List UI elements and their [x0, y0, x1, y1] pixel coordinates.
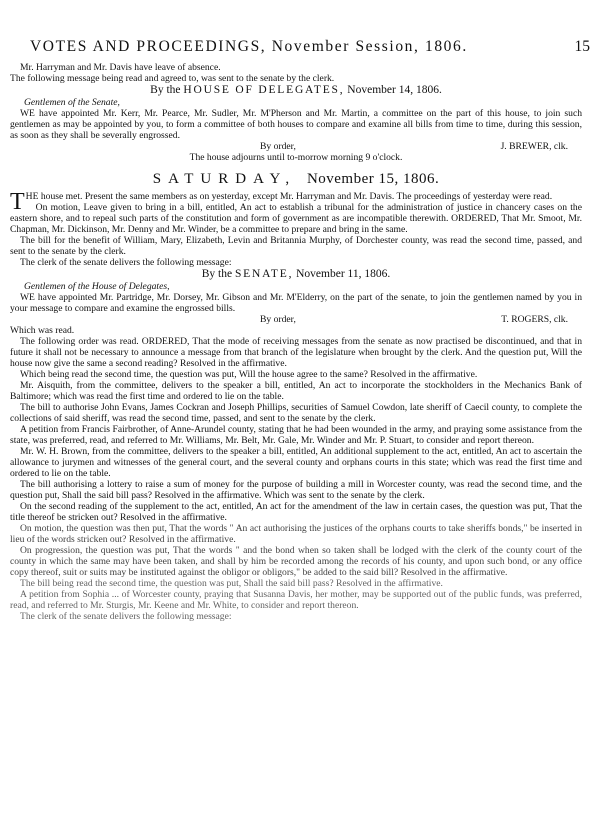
- house-met-text: HE house met. Present the same members as on yesterday, except Mr. Harryman and Mr. Davis. The proceedings of yesterday were read.: [25, 191, 553, 202]
- by-order-label-2: By order,: [260, 314, 296, 325]
- salutation-senate: Gentlemen of the Senate,: [24, 97, 120, 108]
- paragraph-bill-pass: The bill being read the second time, the question was put, Shall the said bill pass? Resolved in the affirmative.: [20, 578, 443, 589]
- page-number: 15: [574, 38, 590, 55]
- by-house-date: November 14, 1806.: [347, 84, 442, 96]
- by-senate-prefix: By the: [201, 268, 233, 280]
- paragraph-second-reading: Which being read the second time, the question was put, Will the house agree to the same? Resolved in the affirmative.: [20, 369, 478, 380]
- document-body: [10, 62, 582, 622]
- paragraph-senate-committee: WE have appointed Mr. Partridge, Mr. Dorsey, Mr. Gibson and Mr. M'Elderry, on the part of the senate, to join the gentlemen named by you in your message to compare and examine the engrossed bills.: [10, 292, 582, 314]
- salutation-house: Gentlemen of the House of Delegates,: [24, 281, 170, 292]
- paragraph-davis-petition: A petition from Sophia ... of Worcester county, praying that Susanna Davis, her mother, may be supported out of the public funds, was preferred, read, and referred to Mr. Sturgis, Mr. Keene and Mr. White, to consider and report thereon.: [10, 589, 582, 611]
- paragraph-which-read: Which was read.: [10, 325, 75, 336]
- paragraph-murphy-bill: The bill for the benefit of William, Mary, Elizabeth, Levin and Britannia Murphy, of Dorchester county, was read the second time, passed, and sent to the senate by the clerk.: [10, 235, 582, 257]
- signature-brewer: [10, 141, 582, 152]
- paragraph-lottery-bill: The bill authorising a lottery to raise a sum of money for the purpose of building a mill in Worcester county, was read the second time, and the question put, Shall the said bill pass? Resolved in the affirmative. Which was sent to the senate by the clerk.: [10, 479, 582, 501]
- paragraph-leave-absence: Mr. Harryman and Mr. Davis have leave of absence.: [20, 62, 221, 73]
- paragraph-committee-appointed: WE have appointed Mr. Kerr, Mr. Pearce, Mr. Sudler, Mr. M'Pherson and Mr. Martin, a committee on the part of this house, to join such gentlemen as may be appointed by you, to form a committee of both houses to compare and examine all bills from time to time, during this session, as soon as they shall be severally engrossed.: [10, 108, 582, 141]
- clerk-brewer: J. BREWER, clk.: [500, 141, 568, 152]
- paragraph-bond-recorded: On progression, the question was put, That the words " and the bond when so taken shall be lodged with the clerk of the county court of the county in which the same may have been taken, and shall by him be recorded among the records of his county, and upon such bond, or any office copy thereof, suit or suits may be instituted against the obligor or obligors," be added to the said bill? Resolved in the affirmative.: [10, 545, 582, 578]
- paragraph-chancery-bill: On motion, Leave given to bring in a bill, entitled, An act to establish a tribunal for the administration of justice in chancery cases on the eastern shore, and to repeal such parts of the constitution and form of government as are incompatible therewith. ORDERED, That Mr. Smoot, Mr. Chapman, Mr. Dickinson, Mr. Denny and Mr. Winder, be a committee to prepare and bring in the same.: [10, 202, 582, 235]
- paragraph-evans-bill: The bill to authorise John Evans, James Cockran and Joseph Phillips, securities of Samuel Cowdon, late sheriff of Caecil county, to complete the collections of said sheriff, was read the second time, passed, and sent to the senate by the clerk.: [10, 402, 582, 424]
- paragraph-messages-order: The following order was read. ORDERED, That the mode of receiving messages from the senate as now practised be discontinued, and that in future it shall not be necessary to announce a message from that branch of the legislature when brought by the clerk. And the question put, Will the house now give the same a second reading? Resolved in the affirmative.: [10, 336, 582, 369]
- paragraph-fairbrother-petition: A petition from Francis Fairbrother, of Anne-Arundel county, stating that he had been wounded in the army, and praying some assistance from the state, was preferred, read, and referred to Mr. Williams, Mr. Belt, Mr. Gale, Mr. Winder and Mr. P. Stuart, to consider and report thereon.: [10, 424, 582, 446]
- paragraph-house-met: [10, 189, 582, 215]
- by-senate-line: [10, 269, 582, 280]
- paragraph-orphans-courts: On motion, the question was then put, That the words " An act authorising the justices of the orphans courts to take sheriffs bonds," be inserted in lieu of the words stricken out? Resolved in the affirmative.: [10, 523, 582, 545]
- day-name: SATURDAY,: [152, 171, 297, 187]
- day-date: November 15, 1806.: [306, 171, 440, 187]
- by-senate-date: November 11, 1806.: [296, 268, 391, 280]
- day-heading-saturday: [10, 171, 582, 187]
- signature-rogers: [10, 314, 582, 325]
- by-order-label: By order,: [260, 141, 296, 152]
- paragraph-amendment-reading: On the second reading of the supplement to the act, entitled, An act for the amendment of the law in certain cases, the question was put, That the title thereof be stricken out? Resolved in the affirmative.: [10, 501, 582, 523]
- senate-label: SENATE,: [234, 268, 294, 280]
- paragraph-senate-message-final: The clerk of the senate delivers the following message:: [20, 611, 232, 622]
- paragraph-jurymen-bill: Mr. W. H. Brown, from the committee, delivers to the speaker a bill, entitled, An additional supplement to the act, entitled, An act to ascertain the allowance to jurymen and witnesses of the general court, and the several county and orphans courts in this state; which was read the first time and ordered to lie on the table.: [10, 446, 582, 479]
- by-house-line: [10, 85, 582, 96]
- house-of-delegates-label: HOUSE OF DELEGATES,: [183, 84, 345, 96]
- drop-cap: T: [10, 189, 25, 215]
- paragraph-mechanics-bank: Mr. Aisquith, from the committee, delivers to the speaker a bill, entitled, An act to incorporate the stockholders in the Mechanics Bank of Baltimore; which was read the first time and ordered to lie on the table.: [10, 380, 582, 402]
- paragraph-message-sent: The following message being read and agreed to, was sent to the senate by the clerk.: [10, 73, 335, 84]
- page-header-title: VOTES AND PROCEEDINGS, November Session, 1806.: [30, 38, 468, 55]
- by-house-prefix: By the: [150, 84, 181, 96]
- adjournment-notice: The house adjourns until to-morrow morning 9 o'clock.: [189, 152, 403, 163]
- clerk-rogers: T. ROGERS, clk.: [501, 314, 568, 325]
- paragraph-senate-message: The clerk of the senate delivers the following message:: [20, 257, 232, 268]
- running-head: [30, 38, 590, 56]
